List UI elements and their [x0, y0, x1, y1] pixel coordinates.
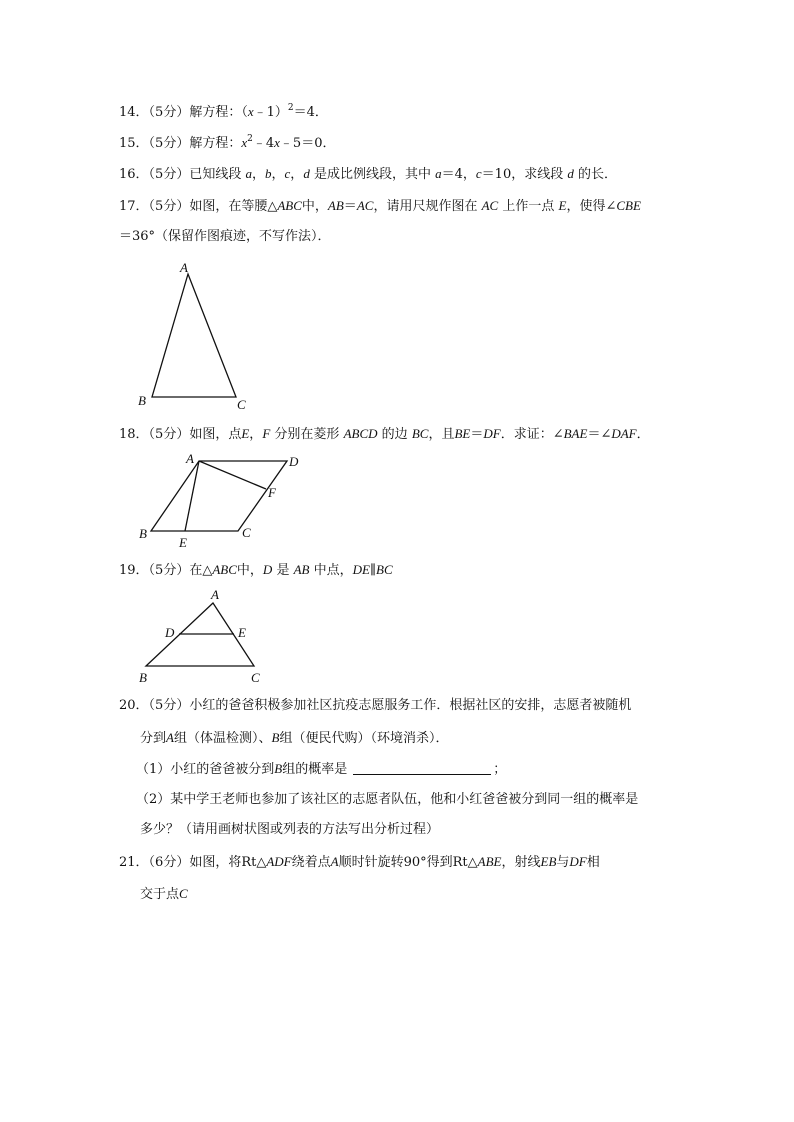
- figure-18-rhombus: [151, 461, 287, 531]
- question-15: 15．（5分）解方程：$x^2﹣4x﹣5=0$．: [119, 134, 336, 151]
- fig17-label-b: B: [138, 393, 146, 408]
- segment-af: [199, 461, 266, 489]
- fig19-label-a: A: [211, 587, 219, 602]
- fig17-label-c: C: [237, 397, 246, 412]
- fig18-label-e: E: [179, 535, 187, 550]
- question-16: 16．（5分）已知线段 a，b，c，d 是成比例线段，其中 a＝4，c＝10，求线段 d 的长．: [119, 166, 618, 182]
- question-20-part-2: （2）某中学王老师也参加了该社区的志愿者队伍，他和小红爸爸被分到同一组的概率是: [136, 792, 639, 807]
- question-17: 17．（5分）如图，在等腰△ABC中，AB＝AC，请用尺规作图在 AC 上作一点 E，使得∠CBE: [119, 198, 641, 214]
- question-20-part-2-continued: 多少？（请用画树状图或列表的方法写出分析过程）: [140, 822, 440, 837]
- question-21-continued: 交于点C: [140, 886, 188, 902]
- fig18-label-f: F: [268, 485, 276, 500]
- question-number: 15．（5分）: [119, 136, 190, 151]
- question-20-line-2: 分到A组（体温检测）、B组（便民代购）（环境消杀）．: [140, 730, 449, 746]
- question-number: 17．（5分）: [119, 199, 190, 214]
- figure-17-triangle: [152, 274, 236, 397]
- fig18-label-c: C: [242, 525, 251, 540]
- question-17-continued: ＝36°（保留作图痕迹，不写作法）．: [119, 229, 331, 244]
- question-14: 14．（5分）解方程：（x﹣1）$^2$＝4．: [119, 103, 328, 120]
- question-19: 19．（5分）在△ABC中，D 是 AB 中点，DE∥BC: [119, 562, 393, 578]
- question-number: 19．（5分）: [119, 563, 190, 578]
- fig18-label-d: D: [289, 454, 299, 469]
- question-number: 20．（5分）: [119, 698, 190, 713]
- fig17-label-a: A: [180, 260, 188, 275]
- fig19-label-c: C: [251, 670, 260, 685]
- question-20-part-1: （1）小红的爸爸被分到B组的概率是 ；: [136, 761, 507, 777]
- fig19-label-d: D: [165, 625, 175, 640]
- question-21: 21．（6分）如图，将Rt△ADF绕着点A顺时针旋转90°得到Rt△ABE，射线EB与DF相: [119, 854, 600, 870]
- question-18: 18．（5分）如图，点E，F 分别在菱形 ABCD 的边 BC，且BE＝DF．求证：∠BAE＝∠DAF．: [119, 426, 650, 442]
- answer-blank[interactable]: [353, 762, 491, 775]
- rhombus-abcd: [151, 461, 287, 531]
- triangle-abc: [152, 274, 236, 397]
- fig19-label-e: E: [238, 625, 246, 640]
- question-number: 14．（5分）: [119, 105, 190, 120]
- question-number: 18．（5分）: [119, 427, 190, 442]
- fig19-label-b: B: [139, 670, 147, 685]
- question-number: 16．（5分）: [119, 167, 190, 182]
- question-number: 21．（6分）: [119, 855, 190, 870]
- fig18-label-a: A: [186, 451, 194, 466]
- fig18-label-b: B: [139, 526, 147, 541]
- question-20: 20．（5分）小红的爸爸积极参加社区抗疫志愿服务工作．根据社区的安排，志愿者被随机: [119, 698, 632, 713]
